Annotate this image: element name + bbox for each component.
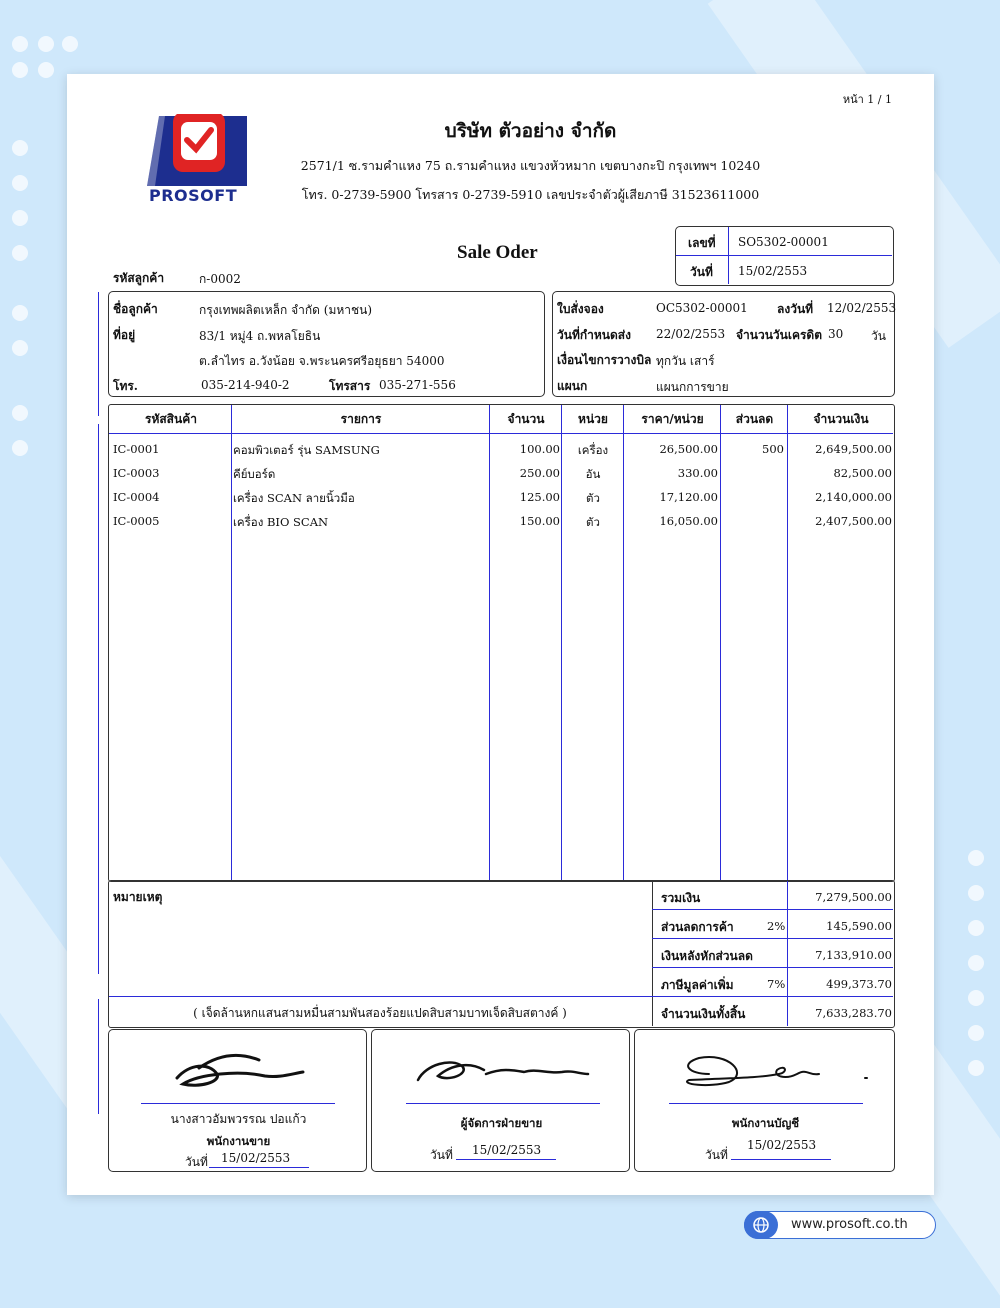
subtotal-label: รวมเงิน xyxy=(661,891,701,905)
document-page xyxy=(67,74,934,1195)
column-header-amount: จำนวนเงิน xyxy=(813,412,869,426)
signed-date-label: ลงวันที่ xyxy=(777,302,814,316)
background-dot xyxy=(12,62,28,78)
table-row-price: 26,500.00 xyxy=(659,442,718,456)
background-dot xyxy=(12,440,28,456)
customer-code-label: รหัสลูกค้า xyxy=(113,271,165,285)
table-row-code: IC-0005 xyxy=(113,514,160,528)
billing-value: ทุกวัน เสาร์ xyxy=(656,354,715,368)
due-date-value: 22/02/2553 xyxy=(656,327,726,341)
date-underline xyxy=(209,1167,309,1168)
trade-discount-percent: 2% xyxy=(767,919,786,933)
table-row-amount: 2,649,500.00 xyxy=(815,442,892,456)
divider xyxy=(652,967,893,968)
table-row-desc: คอมพิวเตอร์ รุ่น SAMSUNG xyxy=(233,443,380,457)
credit-label: จำนวนวันเครดิต xyxy=(736,328,823,342)
background-dot xyxy=(968,850,984,866)
signature-box-manager xyxy=(371,1029,630,1172)
billing-label: เงื่อนไขการวางบิล xyxy=(557,353,652,367)
column-header-discount: ส่วนลด xyxy=(735,412,774,426)
divider xyxy=(652,881,653,1026)
table-header-divider xyxy=(109,433,893,434)
doc-date-value: 15/02/2553 xyxy=(738,264,808,278)
signature-line xyxy=(669,1103,863,1104)
po-label: ใบสั่งจอง xyxy=(557,302,604,316)
dept-label: แผนก xyxy=(557,379,588,393)
trade-discount-label: ส่วนลดการค้า xyxy=(661,920,734,934)
table-row-desc: เครื่อง BIO SCAN xyxy=(233,515,329,529)
company-name: บริษัท ตัวอย่าง จำกัด xyxy=(444,120,617,142)
background-dot xyxy=(12,305,28,321)
sales-date: 15/02/2553 xyxy=(221,1151,291,1165)
margin-mark xyxy=(98,292,99,416)
table-row-amount: 82,500.00 xyxy=(833,466,892,480)
amount-in-words: ( เจ็ดล้านหกแสนสามหมื่นสามพันสองร้อยแปดสิบสามบาทเจ็ดสิบสตางค์ ) xyxy=(193,1006,567,1020)
due-date-label: วันที่กำหนดส่ง xyxy=(557,328,631,342)
background-dot xyxy=(968,955,984,971)
logo-text: PROSOFT xyxy=(149,186,238,205)
table-row-desc: คีย์บอร์ด xyxy=(233,467,276,481)
background-dot xyxy=(968,885,984,901)
margin-mark xyxy=(98,424,99,974)
company-contact: โทร. 0-2739-5900 โทรสาร 0-2739-5910 เลขประจำตัวผู้เสียภาษี 31523611000 xyxy=(301,187,760,202)
table-row-unit: ตัว xyxy=(586,515,600,529)
divider xyxy=(728,227,729,284)
column-divider xyxy=(489,405,490,880)
signature-line xyxy=(141,1103,335,1104)
globe-icon xyxy=(744,1211,778,1239)
column-divider xyxy=(720,405,721,880)
table-row-code: IC-0004 xyxy=(113,490,160,504)
company-address: 2571/1 ซ.รามคำแหง 75 ถ.รามคำแหง แขวงหัวหมาก เขตบางกะปิ กรุงเทพฯ 10240 xyxy=(300,158,761,173)
doc-no-label: เลขที่ xyxy=(688,236,716,250)
website-url: www.prosoft.co.th xyxy=(791,1217,908,1232)
account-signature xyxy=(669,1044,869,1094)
table-row-amount: 2,140,000.00 xyxy=(815,490,892,504)
background-dot xyxy=(968,990,984,1006)
credit-value: 30 xyxy=(828,327,844,341)
remark-label: หมายเหตุ xyxy=(113,890,163,904)
table-row-amount: 2,407,500.00 xyxy=(815,514,892,528)
customer-box xyxy=(108,291,545,397)
customer-phone-value: 035-214-940-2 xyxy=(201,378,290,392)
background-dot xyxy=(968,920,984,936)
margin-mark xyxy=(98,999,99,1114)
divider xyxy=(109,996,893,997)
customer-address-label: ที่อยู่ xyxy=(113,328,136,342)
background-dot xyxy=(968,1025,984,1041)
manager-date: 15/02/2553 xyxy=(472,1143,542,1157)
account-date: 15/02/2553 xyxy=(747,1138,817,1152)
table-row-code: IC-0003 xyxy=(113,466,160,480)
customer-address-line1: 83/1 หมู่4 ถ.พหลโยธิน xyxy=(199,329,321,343)
background-dot xyxy=(38,62,54,78)
background-dot xyxy=(12,405,28,421)
background-dot xyxy=(62,36,78,52)
background-dot xyxy=(12,140,28,156)
customer-phone-label: โทร. xyxy=(113,379,138,393)
sales-signature xyxy=(169,1044,309,1094)
sales-date-label: วันที่ xyxy=(185,1155,208,1169)
vat-percent: 7% xyxy=(767,977,786,991)
table-row-price: 16,050.00 xyxy=(659,514,718,528)
manager-date-label: วันที่ xyxy=(430,1148,453,1162)
table-row-unit: อัน xyxy=(585,467,601,481)
customer-name-label: ชื่อลูกค้า xyxy=(113,302,158,316)
dept-value: แผนกการขาย xyxy=(656,380,729,394)
table-row-qty: 100.00 xyxy=(519,442,560,456)
vat-value: 499,373.70 xyxy=(826,977,892,991)
grand-total-label: จำนวนเงินทั้งสิ้น xyxy=(661,1007,746,1021)
signed-date-value: 12/02/2553 xyxy=(827,301,897,315)
account-date-label: วันที่ xyxy=(705,1148,728,1162)
column-header-code: รหัสสินค้า xyxy=(145,412,197,426)
table-row-code: IC-0001 xyxy=(113,442,160,456)
sales-name: นางสาวอัมพวรรณ ปอแก้ว xyxy=(170,1112,307,1126)
order-info-box xyxy=(552,291,895,397)
divider xyxy=(652,909,893,910)
manager-role: ผู้จัดการฝ่ายขาย xyxy=(460,1116,543,1130)
background-dot xyxy=(12,245,28,261)
sales-role: พนักงานขาย xyxy=(206,1134,271,1148)
doc-no-value: SO5302-00001 xyxy=(738,235,829,249)
document-title: Sale Oder xyxy=(457,242,538,263)
doc-date-label: วันที่ xyxy=(690,265,713,279)
date-underline xyxy=(731,1159,831,1160)
account-role: พนักงานบัญชี xyxy=(731,1116,800,1130)
table-row-price: 17,120.00 xyxy=(659,490,718,504)
divider xyxy=(652,938,893,939)
customer-fax-value: 035-271-556 xyxy=(379,378,456,392)
customer-address-line2: ต.ลำไทร อ.วังน้อย จ.พระนครศรีอยุธยา 54000 xyxy=(199,354,445,368)
vat-label: ภาษีมูลค่าเพิ่ม xyxy=(661,978,734,992)
customer-name-value: กรุงเทพผลิตเหล็ก จำกัด (มหาชน) xyxy=(199,303,373,317)
signature-box-sales xyxy=(108,1029,367,1172)
column-header-unit: หน่วย xyxy=(578,412,608,426)
customer-code-value: ก-0002 xyxy=(199,272,241,286)
table-row-qty: 125.00 xyxy=(519,490,560,504)
after-discount-label: เงินหลังหักส่วนลด xyxy=(661,949,753,963)
manager-signature xyxy=(412,1044,592,1094)
column-header-quantity: จำนวน xyxy=(507,412,545,426)
table-row-discount: 500 xyxy=(762,442,784,456)
divider xyxy=(676,255,892,256)
table-row-qty: 150.00 xyxy=(519,514,560,528)
table-row-qty: 250.00 xyxy=(519,466,560,480)
grand-total-value: 7,633,283.70 xyxy=(815,1006,892,1020)
background-dot xyxy=(12,175,28,191)
customer-fax-label: โทรสาร xyxy=(329,379,371,393)
date-underline xyxy=(456,1159,556,1160)
signature-line xyxy=(406,1103,600,1104)
website-link[interactable] xyxy=(744,1211,936,1239)
signature-box-account xyxy=(634,1029,895,1172)
page-number: หน้า 1 / 1 xyxy=(842,93,892,106)
table-row-desc: เครื่อง SCAN ลายนิ้วมือ xyxy=(233,491,355,505)
after-discount-value: 7,133,910.00 xyxy=(815,948,892,962)
background-dot xyxy=(38,36,54,52)
background-dot xyxy=(12,340,28,356)
table-row-unit: ตัว xyxy=(586,491,600,505)
table-row-unit: เครื่อง xyxy=(577,443,609,457)
po-value: OC5302-00001 xyxy=(656,301,748,315)
subtotal-value: 7,279,500.00 xyxy=(815,890,892,904)
column-header-price: ราคา/หน่วย xyxy=(641,412,704,426)
trade-discount-value: 145,590.00 xyxy=(826,919,892,933)
column-header-description: รายการ xyxy=(340,412,382,426)
document-number-box xyxy=(675,226,894,286)
credit-unit: วัน xyxy=(871,329,886,343)
background-dot xyxy=(12,210,28,226)
column-divider xyxy=(231,405,232,880)
background-dot xyxy=(12,36,28,52)
background-dot xyxy=(968,1060,984,1076)
table-row-price: 330.00 xyxy=(677,466,718,480)
